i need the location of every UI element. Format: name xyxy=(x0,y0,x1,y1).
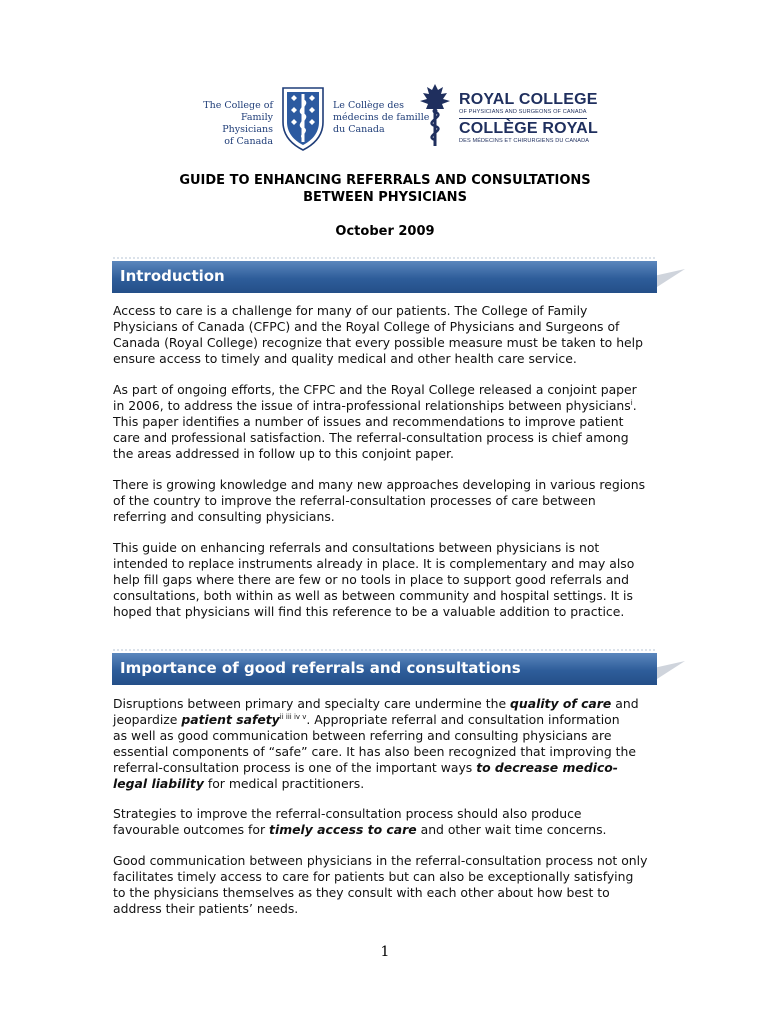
text-line: facilitates timely access to care for patients but can also be exceptionally satisfying xyxy=(113,869,634,884)
section-heading-label: Importance of good referrals and consultations xyxy=(120,659,521,677)
text-line: As part of ongoing efforts, the CFPC and the Royal College released a conjoint paper xyxy=(113,382,637,397)
text-line: intended to replace instruments already in place. It is complementary and may also xyxy=(113,556,635,571)
text-segment: Disruptions between primary and specialty care undermine the xyxy=(113,696,511,711)
text-line: Strategies to improve the referral-consultation process should also produce xyxy=(113,806,582,821)
document-date: October 2009 xyxy=(335,224,435,239)
text-line: essential components of “safe” care. It has also been recognized that improving the xyxy=(113,744,636,759)
importance-paragraph-2 xyxy=(113,806,663,838)
intro-paragraph-2 xyxy=(113,382,663,462)
text-line: hoped that physicians will find this reference to be a valuable addition to practice. xyxy=(113,604,625,619)
document-title-line-1: GUIDE TO ENHANCING REFERRALS AND CONSULTATIONS xyxy=(179,173,591,188)
cfpc-fr-line: Le Collège des xyxy=(333,100,404,111)
section-heading-introduction xyxy=(112,261,684,293)
heading-bar-tail xyxy=(657,661,685,679)
text-line xyxy=(113,712,663,728)
text-line: care and professional satisfaction. The referral-consultation process is chief among xyxy=(113,430,629,445)
text-segment: for medical practitioners. xyxy=(203,776,365,791)
text-line: the areas addressed in follow up to this conjoint paper. xyxy=(113,446,454,461)
rc-divider xyxy=(459,118,587,119)
importance-paragraph-3 xyxy=(113,853,663,917)
cfpc-en-line: The College of xyxy=(203,100,273,111)
text-line: help fill gaps where there are few or no tools in place to support good referrals and xyxy=(113,572,630,587)
text-line xyxy=(113,822,663,838)
intro-paragraph-1 xyxy=(113,303,663,367)
emphasis-text: to decrease medico- xyxy=(476,760,618,775)
text-line: as well as good communication between referring and consulting physicians are xyxy=(113,728,612,743)
text-line: to the physicians themselves as they consult with each other about how best to xyxy=(113,885,610,900)
cfpc-fr-line: médecins de famille xyxy=(333,112,430,123)
text-line: referring and consulting physicians. xyxy=(113,509,335,524)
text-segment: and xyxy=(611,696,639,711)
cfpc-en-line: Family Physicians xyxy=(222,112,273,135)
text-line: Canada (Royal College) recognize that every possible measure must be taken to help xyxy=(113,335,643,350)
text-line: Access to care is a challenge for many of our patients. The College of Family xyxy=(113,303,588,318)
text-line xyxy=(113,776,663,792)
rc-name-fr: COLLÈGE ROYAL xyxy=(459,120,598,137)
text-segment: jeopardize xyxy=(113,712,182,727)
text-line: of the country to improve the referral-consultation processes of care between xyxy=(113,493,596,508)
text-line: consultations, both within as well as between community and hospital settings. It is xyxy=(113,588,633,603)
document-title-line-2: BETWEEN PHYSICIANS xyxy=(303,190,467,205)
intro-paragraph-4 xyxy=(113,540,663,620)
heading-dotted-rule xyxy=(112,257,657,259)
text-segment: favourable outcomes for xyxy=(113,822,270,837)
text-segment: and other wait time concerns. xyxy=(416,822,607,837)
royal-college-wordmark xyxy=(459,92,599,146)
footnote-marker: ii iii iv v xyxy=(279,713,307,721)
text-line: There is growing knowledge and many new approaches developing in various regions xyxy=(113,477,646,492)
rc-subtitle-en: OF PHYSICIANS AND SURGEONS OF CANADA xyxy=(459,109,587,115)
footnote-marker: i xyxy=(630,399,633,407)
cfpc-fr-line: du Canada xyxy=(333,124,385,135)
text-line xyxy=(113,760,663,776)
cfpc-en-line: of Canada xyxy=(224,136,273,147)
text-line: Good communication between physicians in the referral-consultation process not only xyxy=(113,853,648,868)
text-line: ensure access to timely and quality medical and other health care service. xyxy=(113,351,577,366)
importance-paragraph-1 xyxy=(113,696,663,792)
royal-college-logo xyxy=(415,82,598,148)
section-heading-label: Introduction xyxy=(120,267,225,285)
heading-bar-tail xyxy=(657,269,685,287)
rc-name-en: ROYAL COLLEGE xyxy=(459,91,598,108)
emphasis-text: quality of care xyxy=(510,696,612,711)
text-line xyxy=(113,696,663,712)
intro-paragraph-3 xyxy=(113,477,663,525)
page-number: 1 xyxy=(380,944,390,960)
text-line: address their patients’ needs. xyxy=(113,901,299,916)
text-line xyxy=(113,398,663,414)
cfpc-name-english xyxy=(192,100,273,148)
text-line: This guide on enhancing referrals and consultations between physicians is not xyxy=(113,540,600,555)
text-line: Physicians of Canada (CFPC) and the Royal College of Physicians and Surgeons of xyxy=(113,319,620,334)
cfpc-shield-icon xyxy=(281,86,325,152)
text-segment: . xyxy=(632,398,637,413)
cfpc-logo xyxy=(192,84,430,156)
section-heading-importance xyxy=(112,653,684,685)
emphasis-text: patient safety xyxy=(181,712,280,727)
emphasis-text: legal liability xyxy=(113,776,204,791)
emphasis-text: timely access to care xyxy=(269,822,417,837)
text-line: This paper identifies a number of issues and recommendations to improve patient xyxy=(113,414,624,429)
text-segment: referral-consultation process is one of the important ways xyxy=(113,760,477,775)
rc-subtitle-fr: DES MÉDECINS ET CHIRURGIENS DU CANADA xyxy=(459,138,590,144)
heading-dotted-rule xyxy=(112,649,657,651)
royal-college-emblem-icon xyxy=(415,82,455,148)
text-segment: in 2006, to address the issue of intra-professional relationships between physicians xyxy=(113,398,631,413)
text-segment: . Appropriate referral and consultation information xyxy=(306,712,620,727)
